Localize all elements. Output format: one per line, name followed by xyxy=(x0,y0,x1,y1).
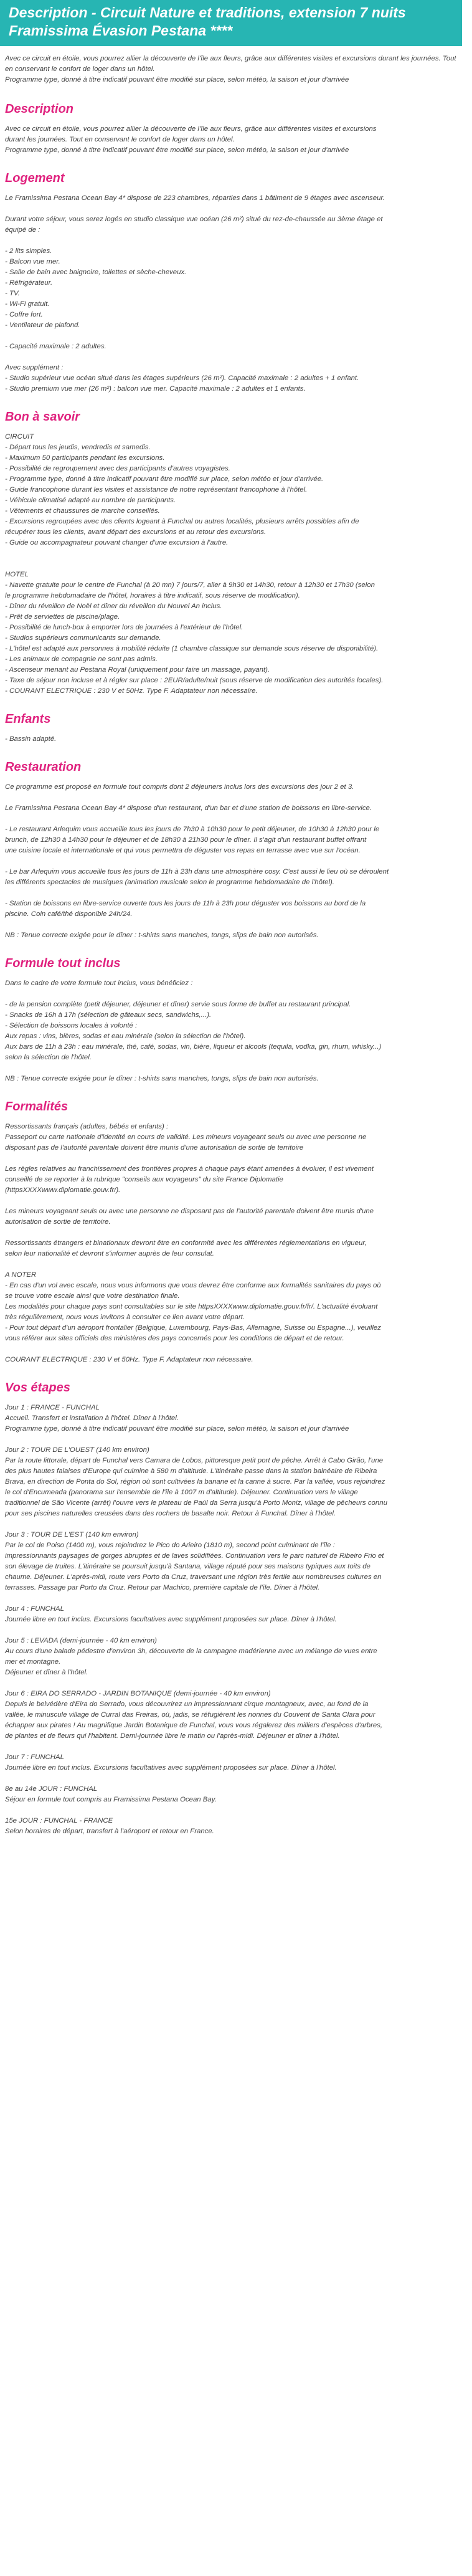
text-line: - Ventilateur de plafond. xyxy=(5,322,80,329)
text-line: 8e au 14e JOUR : FUNCHAL xyxy=(5,1785,98,1793)
text-line: Jour 2 : TOUR DE L'OUEST (140 km environ) xyxy=(5,1446,149,1454)
text-line: - Snacks de 16h à 17h (sélection de gâteaux secs, sandwichs,...). xyxy=(5,1011,212,1019)
text-line: - Excursions regroupées avec des clients logeant à Funchal ou autres localités, plusieurs arrêts possibles afin de xyxy=(5,518,359,525)
text-line xyxy=(5,1228,462,1238)
section-body-bon-a-savoir xyxy=(5,432,462,697)
section-vos-etapes xyxy=(0,1380,462,1837)
text-line: - Studio supérieur vue océan situé dans les étages supérieurs (26 m²). Capacité maximale : 2 adultes + 1 enfant. xyxy=(5,374,359,382)
text-line: le col d'Encumeada (panorama sur l'ensemble de l'île à 1007 m d'altitude). Déjeuner. Continuation vers le village xyxy=(5,1489,358,1496)
text-line: équipé de : xyxy=(5,226,40,234)
text-line: récupérer tous les clients, avant départ des excursions et au retour des excursions. xyxy=(5,528,267,536)
text-line: Dans le cadre de votre formule tout inclus, vous bénéficiez : xyxy=(5,980,193,987)
intro xyxy=(0,54,462,85)
text-line: Le Framissima Pestana Ocean Bay 4* dispose de 223 chambres, réparties dans 1 bâtiment de 9 étages avec ascenseur. xyxy=(5,194,385,202)
text-line xyxy=(5,236,462,246)
text-line: CIRCUIT xyxy=(5,433,34,441)
text-line: - Station de boissons en libre-service ouverte tous les jours de 11h à 23h pour déguster vos boissons au bord de la xyxy=(5,900,366,907)
text-line xyxy=(5,989,462,999)
section-body-enfants xyxy=(5,734,462,745)
text-line: impressionnants paysages de gorges abruptes et de laves solidifiées. Continuation vers le parc naturel de Ribeiro Frio et xyxy=(5,1552,384,1560)
text-line xyxy=(5,1063,462,1074)
text-line: - TV. xyxy=(5,290,20,297)
text-line: - Véhicule climatisé adapté au nombre de participants. xyxy=(5,497,176,504)
text-line: terrasses. Passage par Porto da Cruz. Retour par Machico, première capitale de l'île. Dîner à l'hôtel. xyxy=(5,1584,320,1591)
text-line xyxy=(5,1742,462,1752)
text-line: Jour 4 : FUNCHAL xyxy=(5,1605,64,1613)
text-line: HOTEL xyxy=(5,571,29,578)
text-line xyxy=(5,331,462,341)
text-line: Les règles relatives au franchissement des frontières propres à chaque pays étant amenées à évoluer, il est vivement xyxy=(5,1165,374,1173)
text-line: NB : Tenue correcte exigée pour le dîner : t-shirts sans manches, tongs, slips de bain non autorisés. xyxy=(5,1075,319,1082)
text-line: Durant votre séjour, vous serez logés en studio classique vue océan (26 m²) situé du rez-de-chaussée au 3ème étage et xyxy=(5,216,383,223)
text-line xyxy=(5,856,462,867)
section-heading-bon-a-savoir: Bon à savoir xyxy=(5,410,80,424)
text-line xyxy=(5,793,462,803)
text-line: Par le col de Poiso (1400 m), vous rejoindrez le Pico do Arieiro (1810 m), second point culminant de l'île : xyxy=(5,1542,335,1549)
text-line: - Pour tout départ d'un aéroport frontalier (Belgique, Luxembourg, Pays-Bas, Allemagne, Suisse ou Espagne...), veuillez xyxy=(5,1324,381,1332)
text-line: - Guide ou accompagnateur pouvant changer d'une excursion à l'autre. xyxy=(5,539,229,546)
text-line: - Wi-Fi gratuit. xyxy=(5,300,50,308)
text-line xyxy=(5,548,462,559)
text-line xyxy=(5,920,462,930)
text-line: - Le bar Arlequim vous accueille tous les jours de 11h à 23h dans une atmosphère cosy. C'est aussi le lieu où se déroulent xyxy=(5,868,389,875)
section-restauration xyxy=(0,760,462,941)
text-line xyxy=(5,352,462,363)
section-heading-vos-etapes: Vos étapes xyxy=(5,1381,70,1395)
section-body-formalites xyxy=(5,1122,462,1365)
section-enfants xyxy=(0,712,462,745)
text-line: mer et montagne. xyxy=(5,1658,61,1666)
text-line: Brava, en direction de Ponta do Sol, région où sont cultivées la banane et la canne à sucre. Par la vallée, vous rejoindrez xyxy=(5,1478,385,1486)
text-line: - Coffre fort. xyxy=(5,311,43,318)
text-line: - Programme type, donné à titre indicatif pouvant être modifié sur place, selon météo et jour d'arrivée. xyxy=(5,475,324,483)
section-heading-formalites: Formalités xyxy=(5,1100,68,1114)
text-line: des plus hautes falaises d'Europe qui culmine à 580 m d'altitude. L'itinéraire passe dans la station balnéaire de Ribeira xyxy=(5,1467,377,1475)
text-line: - 2 lits simples. xyxy=(5,247,52,255)
text-line: Programme type, donné à titre indicatif pouvant être modifié sur place, selon météo, la saison et jour d'arrivée xyxy=(5,146,349,154)
text-line: - Taxe de séjour non incluse et à régler sur place : 2EUR/adulte/nuit (sous réserve de modification des autorités locales). xyxy=(5,677,384,684)
text-line: - Possibilité de regroupement avec des participants d'autres voyagistes. xyxy=(5,465,230,472)
text-line: Journée libre en tout inclus. Excursions facultatives avec supplément proposées sur place. Dîner à l'hôtel. xyxy=(5,1764,337,1772)
text-line: - Les animaux de compagnie ne sont pas admis. xyxy=(5,656,158,663)
text-line xyxy=(5,814,462,824)
text-line: - Ascenseur menant au Pestana Royal (uniquement pour faire un massage, payant). xyxy=(5,666,270,674)
text-line xyxy=(5,1344,462,1355)
text-line: - COURANT ELECTRIQUE : 230 V et 50Hz. Type F. Adaptateur non nécessaire. xyxy=(5,687,258,695)
text-line: très régulièrement, nous vous invitons à consulter ce lien avant votre départ. xyxy=(5,1314,245,1321)
text-line: Passeport ou carte nationale d'identité en cours de validité. Les mineurs voyageant seuls ou avec une personne ne xyxy=(5,1133,367,1141)
section-heading-restauration: Restauration xyxy=(5,760,82,774)
text-line: Déjeuner et dîner à l'hôtel. xyxy=(5,1669,88,1676)
text-line xyxy=(5,1519,462,1530)
text-line: disposant pas de l'autorité parentale doivent être munis d'une autorisation de sortie de territoire xyxy=(5,1144,304,1152)
text-line: - En cas d'un vol avec escale, nous vous informons que vous devrez être conforme aux formalités sanitaires du pays où xyxy=(5,1282,381,1289)
text-line xyxy=(5,1773,462,1784)
text-line: Aux repas : vins, bières, sodas et eau minérale (selon la sélection de l'hôtel). xyxy=(5,1033,246,1040)
text-line xyxy=(5,1153,462,1164)
page-title: Description - Circuit Nature et traditions, extension 7 nuits Framissima Évasion Pestana **** xyxy=(0,0,462,46)
text-line: Programme type, donné à titre indicatif pouvant être modifié sur place, selon météo, la saison et jour d'arrivée xyxy=(5,1425,349,1433)
section-body-description xyxy=(5,124,462,156)
text-line: - Vêtements et chaussures de marche conseillés. xyxy=(5,507,160,515)
text-line: Avec supplément : xyxy=(5,364,64,371)
text-line: une cuisine locale et internationale et qui vous permettra de déguster vos repas en terrasse avec vue sur l'océan. xyxy=(5,847,361,854)
text-line: Avec ce circuit en étoile, vous pourrez allier la découverte de l'île aux fleurs, grâce aux différentes visites et excursions xyxy=(5,125,377,133)
text-line: Ressortissants français (adultes, bébés et enfants) : xyxy=(5,1123,169,1130)
text-line: selon la sélection de l'hôtel. xyxy=(5,1054,92,1061)
text-line: Jour 1 : FRANCE - FUNCHAL xyxy=(5,1404,100,1411)
section-logement xyxy=(0,171,462,394)
text-line: pour ses piscines naturelles creusées dans des rochers de basalte noir. Retour à Funchal. Dîner à l'hôtel. xyxy=(5,1510,336,1517)
text-line xyxy=(5,1805,462,1816)
section-body-formule-tout-inclus xyxy=(5,978,462,1084)
text-line xyxy=(5,1625,462,1636)
text-line: - de la pension complète (petit déjeuner, déjeuner et dîner) servie sous forme de buffet au restaurant principal. xyxy=(5,1001,351,1008)
text-line: COURANT ELECTRIQUE : 230 V et 50Hz. Type F. Adaptateur non nécessaire. xyxy=(5,1356,253,1363)
text-line xyxy=(5,1196,462,1206)
text-line: Accueil. Transfert et installation à l'hôtel. Dîner à l'hôtel. xyxy=(5,1414,179,1422)
section-bon-a-savoir xyxy=(0,409,462,697)
text-line: autorisation de sortie de territoire. xyxy=(5,1218,111,1226)
text-line: les différents spectacles de musiques (animation musicale selon le programme hebdomadaire de l'hôtel). xyxy=(5,879,334,886)
text-line: durant les journées. Tout en conservant le confort de loger dans un hôtel. xyxy=(5,136,235,143)
text-line: se trouve votre escale ainsi que votre destination finale. xyxy=(5,1292,180,1300)
text-line: Le Framissima Pestana Ocean Bay 4* dispose d'un restaurant, d'un bar et d'une station de boissons en libre-service. xyxy=(5,804,372,812)
text-line: Ressortissants étrangers et binationaux devront être en conformité avec les différentes réglementations en vigueur, xyxy=(5,1239,367,1247)
section-body-vos-etapes xyxy=(5,1403,462,1837)
section-heading-logement: Logement xyxy=(5,171,65,185)
text-line: NB : Tenue correcte exigée pour le dîner : t-shirts sans manches, tongs, slips de bain non autorisés. xyxy=(5,932,319,939)
text-line: Les modalités pour chaque pays sont consultables sur le site httpsXXXXwww.diplomatie.gouv.fr/fr/. L'actualité évoluant xyxy=(5,1303,378,1310)
text-line: Journée libre en tout inclus. Excursions facultatives avec supplément proposées sur place. Dîner à l'hôtel. xyxy=(5,1616,337,1623)
text-line: vallée, le minuscule village de Curral das Freiras, où, jadis, se réfugièrent les nonnes du Couvent de Santa Clara pour xyxy=(5,1711,375,1719)
text-line: - Réfrigérateur. xyxy=(5,279,53,287)
text-line: échapper aux pirates ! Au magnifique Jardin Botanique de Funchal, vous vous régalerez des milliers d'espèces d'arbres, xyxy=(5,1722,383,1729)
text-line: - Bassin adapté. xyxy=(5,735,57,743)
text-line: Depuis le belvédère d'Eira do Serrado, vous découvrirez un impressionnant cirque montagneux, avec, au fond de la xyxy=(5,1701,369,1708)
text-line: Selon horaires de départ, transfert à l'aéroport et retour en France. xyxy=(5,1828,214,1835)
text-line xyxy=(5,1259,462,1270)
text-line xyxy=(5,1678,462,1689)
text-line: - Dîner du réveillon de Noël et dîner du réveillon du Nouvel An inclus. xyxy=(5,603,222,610)
text-line: Au cours d'une balade pédestre d'environ 3h, découverte de la campagne madérienne avec un mélange de vues entre xyxy=(5,1648,377,1655)
text-line: Ce programme est proposé en formule tout compris dont 2 déjeuners inclus lors des excursions des jour 2 et 3. xyxy=(5,783,354,791)
text-line: - Guide francophone durant les visites et assistance de notre représentant francophone à l'hôtel. xyxy=(5,486,308,494)
text-line: - Studio premium vue mer (26 m²) : balcon vue mer. Capacité maximale : 2 adultes et 1 enfants. xyxy=(5,385,306,393)
text-line: - Prêt de serviettes de piscine/plage. xyxy=(5,613,120,621)
text-line: Séjour en formule tout compris au Framissima Pestana Ocean Bay. xyxy=(5,1796,217,1803)
text-line: 15e JOUR : FUNCHAL - FRANCE xyxy=(5,1817,113,1825)
text-line: vous référer aux sites officiels des ministères des pays concernés pour les conditions de départ et de retour. xyxy=(5,1335,344,1342)
text-line: Jour 7 : FUNCHAL xyxy=(5,1753,64,1761)
text-line xyxy=(5,1593,462,1604)
section-heading-formule-tout-inclus: Formule tout inclus xyxy=(5,956,121,970)
text-line xyxy=(5,888,462,899)
text-line: Jour 6 : EIRA DO SERRADO - JARDIN BOTANIQUE (demi-journée - 40 km environ) xyxy=(5,1690,271,1697)
section-body-restauration xyxy=(5,782,462,941)
text-line: - Balcon vue mer. xyxy=(5,258,60,265)
text-line: - Possibilité de lunch-box à emporter lors de journées à l'extérieur de l'hôtel. xyxy=(5,624,243,631)
text-line: - Capacité maximale : 2 adultes. xyxy=(5,343,106,350)
section-heading-enfants: Enfants xyxy=(5,712,51,726)
section-description xyxy=(0,102,462,156)
text-line: - Le restaurant Arlequim vous accueille tous les jours de 7h30 à 10h30 pour le petit déjeuner, de 10h30 à 12h30 pour le xyxy=(5,826,380,833)
text-line: selon leur nationalité et devront s'informer auprès de leur consulat. xyxy=(5,1250,214,1257)
text-line: - L'hôtel est adapté aux personnes à mobilité réduite (1 chambre classique sur demande sous réserve de disponibilité). xyxy=(5,645,379,652)
text-line: le programme hebdomadaire de l'hôtel, horaires à titre indicatif, sous réserve de modification). xyxy=(5,592,300,599)
text-line xyxy=(5,559,462,570)
text-line: A NOTER xyxy=(5,1271,37,1279)
text-line: Par la route littorale, départ de Funchal vers Camara de Lobos, pittoresque petit port de pêche. Arrêt à Cabo Girão, l'une xyxy=(5,1457,384,1464)
text-line: conseillé de se reporter à la rubrique "conseils aux voyageurs" du site France Diplomatie xyxy=(5,1176,283,1183)
text-line xyxy=(5,1434,462,1445)
text-line: piscine. Coin café/thé disponible 24h/24. xyxy=(5,910,133,918)
text-line: - Navette gratuite pour le centre de Funchal (à 20 mn) 7 jours/7, aller à 9h30 et 14h30, retour à 12h30 et 17h30 (selon xyxy=(5,581,375,589)
text-line: Aux bars de 11h à 23h : eau minérale, thé, café, sodas, vin, bière, liqueur et alcools (tequila, vodka, gin, rhum, whisky...) xyxy=(5,1043,382,1051)
text-line: Jour 5 : LEVADA (demi-journée - 40 km environ) xyxy=(5,1637,157,1644)
text-line: Les mineurs voyageant seuls ou avec une personne ne disposant pas de l'autorité parentale doivent être munis d'une xyxy=(5,1208,374,1215)
text-line: - Studios supérieurs communicants sur demande. xyxy=(5,634,161,642)
text-line: de plantes et de fleurs qui l'habitent. Demi-journée libre le matin ou l'après-midi. Déjeuner et dîner à l'hôtel. xyxy=(5,1732,340,1740)
text-line: son élevage de truites. L'itinéraire se poursuit jusqu'à Santana, village réputé pour ses maisons typiques aux toits de xyxy=(5,1563,371,1570)
section-formalites xyxy=(0,1099,462,1365)
text-line: - Salle de bain avec baignoire, toilettes et sèche-cheveux. xyxy=(5,269,187,276)
text-line: (httpsXXXXwww.diplomatie.gouv.fr/). xyxy=(5,1186,121,1194)
intro-paragraph: Avec ce circuit en étoile, vous pourrez allier la découverte de l'île aux fleurs, grâce aux différentes visites et excursions durant les journées. Tout en conservant le confort de loger dans un hôtel. Programme type, donné à titre indicatif pouvant être modifié sur place, selon météo, la saison et jour d'arrivée xyxy=(5,55,456,83)
text-line: - Maximum 50 participants pendant les excursions. xyxy=(5,454,165,462)
text-line: chaume. Déjeuner. L'après-midi, route vers Porto da Cruz, traversant une région très fertile aux nombreuses cultures en xyxy=(5,1573,382,1581)
text-line: brunch, de 12h30 à 14h30 pour le déjeuner et de 18h30 à 21h30 pour le dîner. Il s'agit d'un restaurant buffet offrant xyxy=(5,836,367,844)
text-line: traditionnel de São Vicente (arrêt) l'ouvre vers le plateau de Paúl da Serra jusqu'à Porto Moniz, village de pêcheurs connu xyxy=(5,1499,387,1507)
text-line: Jour 3 : TOUR DE L'EST (140 km environ) xyxy=(5,1531,139,1538)
text-line: - Sélection de boissons locales à volonté : xyxy=(5,1022,138,1029)
text-line xyxy=(5,204,462,214)
text-line: - Départ tous les jeudis, vendredis et samedis. xyxy=(5,444,151,451)
section-body-logement xyxy=(5,193,462,394)
section-heading-description: Description xyxy=(5,102,74,116)
section-formule-tout-inclus xyxy=(0,956,462,1084)
